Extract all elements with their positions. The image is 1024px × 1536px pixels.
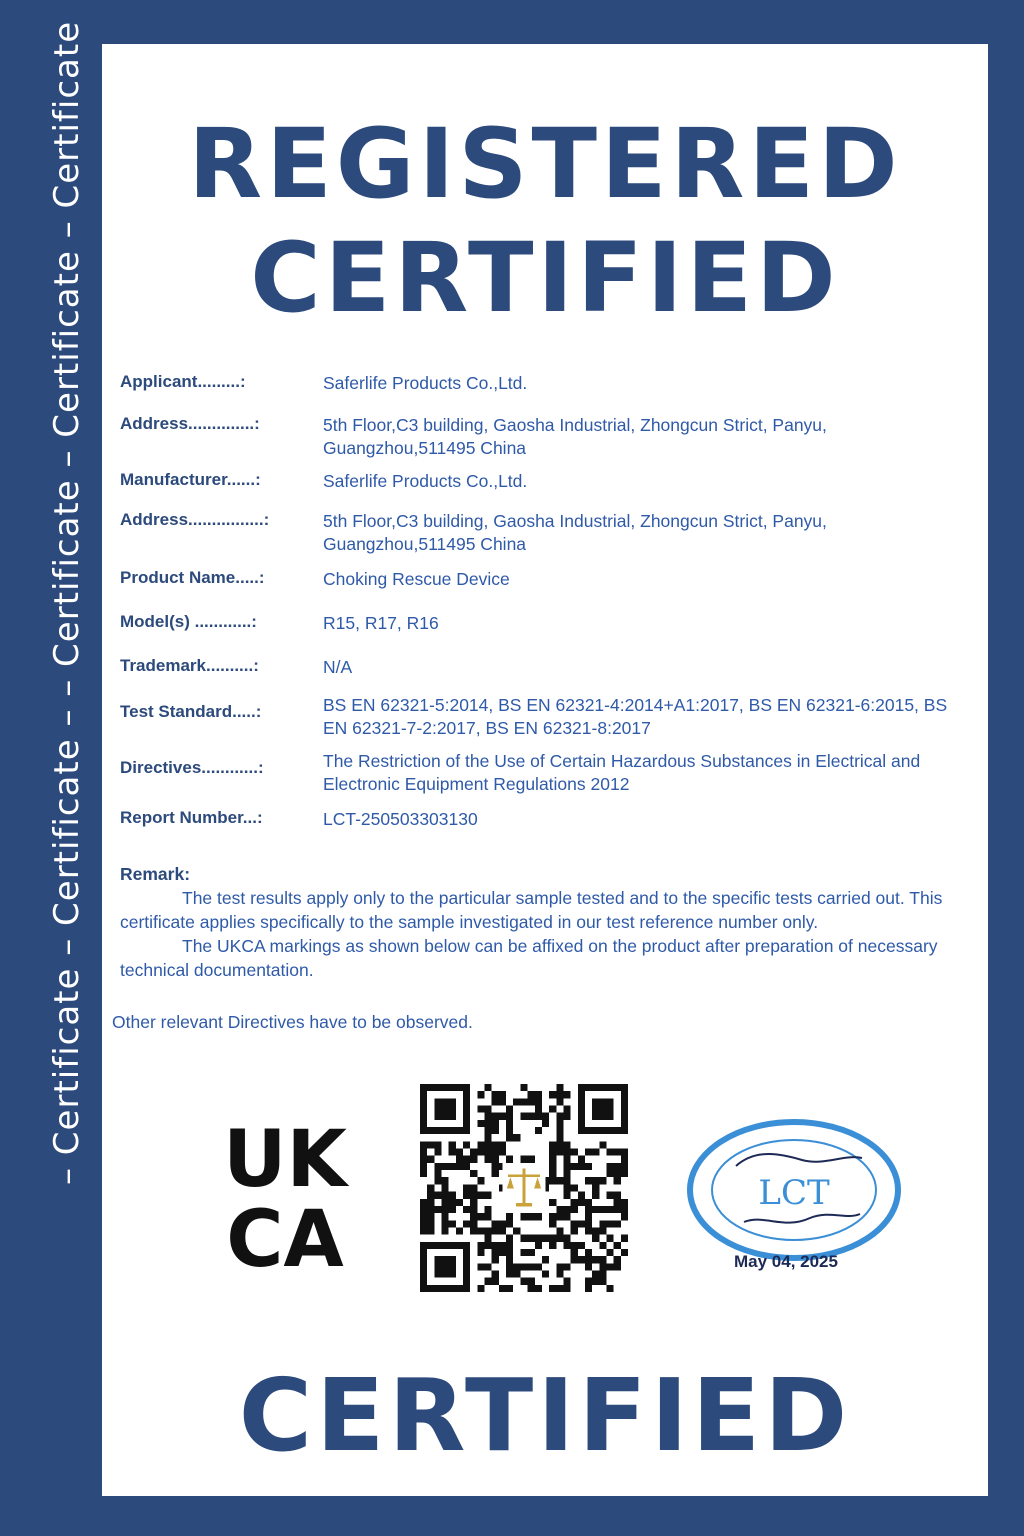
field-value: BS EN 62321-5:2014, BS EN 62321-4:2014+A1:2017, BS EN 62321-6:2015, BS EN 62321-7-2:2017, BS EN 62321-8:2017	[323, 695, 948, 738]
field-label: Manufacturer......:	[120, 470, 261, 489]
qr-code-icon	[420, 1084, 628, 1292]
field-label: Applicant.........:	[120, 372, 246, 391]
field-label: Directives............:	[120, 758, 264, 777]
remark-other-directives: Other relevant Directives have to be observed.	[112, 1012, 473, 1032]
ukca-line-2: CA	[226, 1195, 344, 1274]
field-label: Address..............:	[120, 414, 260, 433]
field-value: Saferlife Products Co.,Ltd.	[323, 373, 528, 393]
title-certified-bottom: CERTIFIED	[238, 1357, 852, 1474]
field-label: Model(s) ............:	[120, 612, 257, 631]
field-value: 5th Floor,C3 building, Gaosha Industrial, Zhongcun Strict, Panyu, Guangzhou,511495 China	[323, 511, 827, 554]
field-label: Address................:	[120, 510, 270, 529]
remark-paragraph-1: The test results apply only to the particular sample tested and to the specific tests carried out. This certificate applies specifically to the sample investigated in our test reference number only.	[120, 888, 943, 932]
approval-stamp-icon	[684, 1114, 914, 1274]
certificate-card	[102, 44, 988, 1496]
signature-stroke-1	[736, 1154, 862, 1166]
qr-finder-bottom-left-icon	[420, 1242, 470, 1292]
field-value: 5th Floor,C3 building, Gaosha Industrial, Zhongcun Strict, Panyu, Guangzhou,511495 China	[323, 415, 827, 458]
field-label: Test Standard.....:	[120, 702, 262, 721]
field-value: The Restriction of the Use of Certain Hazardous Substances in Electrical and Electronic Equipment Regulations 2012	[323, 751, 921, 794]
remark-section	[120, 862, 965, 982]
signature-stroke-2	[744, 1214, 860, 1223]
title-registered: REGISTERED	[188, 108, 902, 220]
title-certified: CERTIFIED	[250, 222, 840, 334]
qr-finder-top-right-icon	[578, 1084, 628, 1134]
qr-finder-top-left-icon	[420, 1084, 470, 1134]
scales-of-justice-icon	[502, 1163, 545, 1213]
field-label: Report Number...:	[120, 808, 263, 827]
field-value: Saferlife Products Co.,Ltd.	[323, 471, 528, 491]
field-value: R15, R17, R16	[323, 613, 439, 633]
ukca-mark-icon	[210, 1114, 360, 1274]
field-label: Trademark..........:	[120, 656, 259, 675]
field-label: Product Name.....:	[120, 568, 265, 587]
stamp-date: May 04, 2025	[734, 1252, 838, 1271]
side-border-text: – Certificate – Certificate – – Certificate – Certificate – Certificate	[47, 20, 87, 1185]
remark-paragraph-2: The UKCA markings as shown below can be affixed on the product after preparation of necessary technical documentation.	[120, 936, 938, 980]
field-value: LCT-250503303130	[323, 809, 478, 829]
ukca-line-1: UK	[223, 1115, 347, 1205]
field-value: N/A	[323, 657, 353, 677]
field-value: Choking Rescue Device	[323, 569, 510, 589]
stamp-center-text: LCT	[758, 1173, 830, 1213]
remark-title: Remark:	[120, 864, 191, 884]
